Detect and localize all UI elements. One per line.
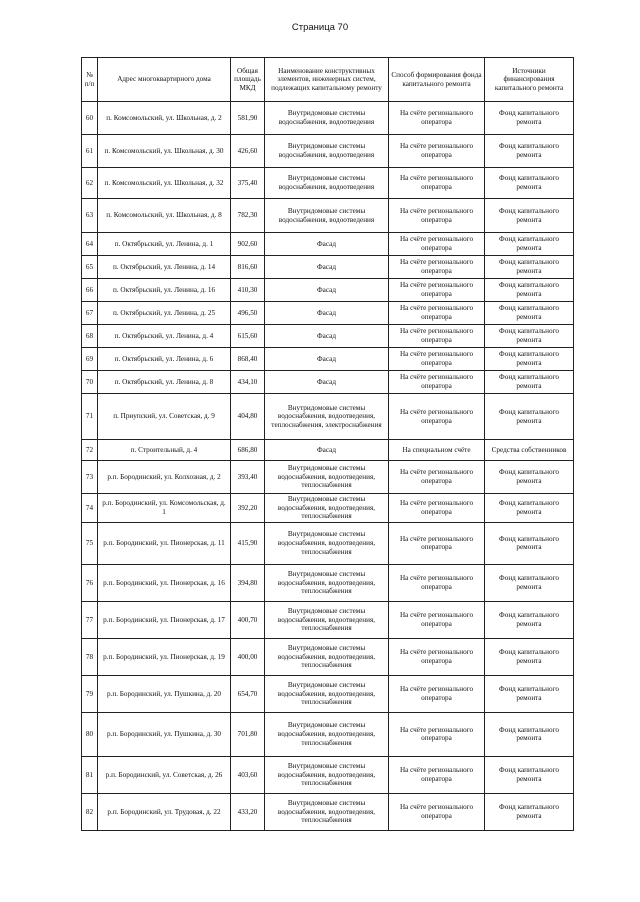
- elements-cell: Внутридомовые системы водоснабжения, водоотведения, теплоснабжения: [265, 675, 389, 712]
- elements-cell: Внутридомовые системы водоснабжения, водоотведения, теплоснабжения: [265, 712, 389, 756]
- fund-method-cell: На счёте регионального оператора: [389, 675, 485, 712]
- capital-repair-table: [81, 57, 574, 831]
- row-number: 71: [82, 394, 98, 440]
- table-row: [82, 199, 574, 233]
- address-cell: п. Комсомольский, ул. Школьная, д. 32: [98, 168, 231, 199]
- financing-cell: Фонд капитального ремонта: [485, 325, 574, 348]
- area-cell: 410,30: [231, 279, 265, 302]
- area-cell: 496,50: [231, 302, 265, 325]
- area-cell: 415,90: [231, 522, 265, 564]
- fund-method-cell: На счёте регионального оператора: [389, 233, 485, 256]
- table-row: [82, 793, 574, 830]
- row-number: 65: [82, 256, 98, 279]
- column-header-financing: Источники финансирования капитального ремонта: [485, 58, 574, 102]
- financing-cell: Фонд капитального ремонта: [485, 371, 574, 394]
- elements-cell: Внутридомовые системы водоснабжения, водоотведения, теплоснабжения: [265, 793, 389, 830]
- area-cell: 902,60: [231, 233, 265, 256]
- area-cell: 393,40: [231, 461, 265, 494]
- table-row: [82, 564, 574, 601]
- address-cell: р.п. Бородинский, ул. Пионерская, д. 17: [98, 601, 231, 638]
- table-row: [82, 440, 574, 461]
- table-row: [82, 279, 574, 302]
- fund-method-cell: На счёте регионального оператора: [389, 461, 485, 494]
- fund-method-cell: На счёте регионального оператора: [389, 102, 485, 135]
- area-cell: 426,60: [231, 135, 265, 168]
- elements-cell: Фасад: [265, 256, 389, 279]
- financing-cell: Фонд капитального ремонта: [485, 135, 574, 168]
- row-number: 70: [82, 371, 98, 394]
- table-header-row: [82, 58, 574, 102]
- elements-cell: Внутридомовые системы водоснабжения, водоотведения: [265, 135, 389, 168]
- row-number: 66: [82, 279, 98, 302]
- area-cell: 404,80: [231, 394, 265, 440]
- address-cell: п. Октябрьский, ул. Ленина, д. 4: [98, 325, 231, 348]
- financing-cell: Фонд капитального ремонта: [485, 256, 574, 279]
- financing-cell: Фонд капитального ремонта: [485, 494, 574, 523]
- area-cell: 615,60: [231, 325, 265, 348]
- fund-method-cell: На счёте регионального оператора: [389, 756, 485, 793]
- address-cell: п. Октябрьский, ул. Ленина, д. 1: [98, 233, 231, 256]
- financing-cell: Фонд капитального ремонта: [485, 522, 574, 564]
- area-cell: 400,00: [231, 638, 265, 675]
- table-row: [82, 135, 574, 168]
- financing-cell: Фонд капитального ремонта: [485, 302, 574, 325]
- financing-cell: Фонд капитального ремонта: [485, 394, 574, 440]
- address-cell: р.п. Бородинский, ул. Пионерская, д. 19: [98, 638, 231, 675]
- row-number: 80: [82, 712, 98, 756]
- fund-method-cell: На счёте регионального оператора: [389, 371, 485, 394]
- elements-cell: Внутридомовые системы водоснабжения, водоотведения, теплоснабжения: [265, 601, 389, 638]
- area-cell: 816,60: [231, 256, 265, 279]
- financing-cell: Фонд капитального ремонта: [485, 675, 574, 712]
- address-cell: п. Комсомольский, ул. Школьная, д. 2: [98, 102, 231, 135]
- row-number: 81: [82, 756, 98, 793]
- elements-cell: Фасад: [265, 302, 389, 325]
- address-cell: п. Строительный, д. 4: [98, 440, 231, 461]
- fund-method-cell: На счёте регионального оператора: [389, 325, 485, 348]
- financing-cell: Фонд капитального ремонта: [485, 564, 574, 601]
- elements-cell: Внутридомовые системы водоснабжения, водоотведения: [265, 168, 389, 199]
- financing-cell: Фонд капитального ремонта: [485, 638, 574, 675]
- fund-method-cell: На счёте регионального оператора: [389, 135, 485, 168]
- column-header-number: № п/п: [82, 58, 98, 102]
- area-cell: 400,70: [231, 601, 265, 638]
- address-cell: р.п. Бородинский, ул. Пушкина, д. 30: [98, 712, 231, 756]
- fund-method-cell: На счёте регионального оператора: [389, 168, 485, 199]
- table-row: [82, 371, 574, 394]
- fund-method-cell: На счёте регионального оператора: [389, 394, 485, 440]
- column-header-fund-method: Способ формирования фонда капитального ремонта: [389, 58, 485, 102]
- address-cell: п. Приупский, ул. Советская, д. 9: [98, 394, 231, 440]
- row-number: 63: [82, 199, 98, 233]
- address-cell: р.п. Бородинский, ул. Колхозная, д. 2: [98, 461, 231, 494]
- fund-method-cell: На счёте регионального оператора: [389, 638, 485, 675]
- fund-method-cell: На счёте регионального оператора: [389, 348, 485, 371]
- elements-cell: Фасад: [265, 440, 389, 461]
- row-number: 77: [82, 601, 98, 638]
- area-cell: 403,60: [231, 756, 265, 793]
- column-header-area: Общая площадь МКД: [231, 58, 265, 102]
- area-cell: 392,20: [231, 494, 265, 523]
- row-number: 62: [82, 168, 98, 199]
- table-row: [82, 325, 574, 348]
- address-cell: п. Октябрьский, ул. Ленина, д. 6: [98, 348, 231, 371]
- fund-method-cell: На счёте регионального оператора: [389, 199, 485, 233]
- area-cell: 375,40: [231, 168, 265, 199]
- table-row: [82, 601, 574, 638]
- area-cell: 654,70: [231, 675, 265, 712]
- table-row: [82, 102, 574, 135]
- elements-cell: Внутридомовые системы водоснабжения, водоотведения, теплоснабжения: [265, 522, 389, 564]
- row-number: 67: [82, 302, 98, 325]
- table-row: [82, 394, 574, 440]
- elements-cell: Внутридомовые системы водоснабжения, водоотведения, теплоснабжения, электроснабжения: [265, 394, 389, 440]
- area-cell: 868,40: [231, 348, 265, 371]
- address-cell: п. Комсомольский, ул. Школьная, д. 30: [98, 135, 231, 168]
- row-number: 68: [82, 325, 98, 348]
- table-row: [82, 712, 574, 756]
- elements-cell: Фасад: [265, 279, 389, 302]
- row-number: 74: [82, 494, 98, 523]
- financing-cell: Фонд капитального ремонта: [485, 712, 574, 756]
- elements-cell: Внутридомовые системы водоснабжения, водоотведения: [265, 199, 389, 233]
- fund-method-cell: На счёте регионального оператора: [389, 494, 485, 523]
- row-number: 73: [82, 461, 98, 494]
- fund-method-cell: На счёте регионального оператора: [389, 601, 485, 638]
- elements-cell: Внутридомовые системы водоснабжения, водоотведения, теплоснабжения: [265, 638, 389, 675]
- elements-cell: Фасад: [265, 371, 389, 394]
- fund-method-cell: На счёте регионального оператора: [389, 279, 485, 302]
- row-number: 76: [82, 564, 98, 601]
- address-cell: р.п. Бородинский, ул. Пионерская, д. 11: [98, 522, 231, 564]
- address-cell: п. Октябрьский, ул. Ленина, д. 16: [98, 279, 231, 302]
- table-row: [82, 461, 574, 494]
- address-cell: р.п. Бородинский, ул. Пионерская, д. 16: [98, 564, 231, 601]
- table-row: [82, 675, 574, 712]
- table-row: [82, 256, 574, 279]
- elements-cell: Фасад: [265, 348, 389, 371]
- table-row: [82, 302, 574, 325]
- fund-method-cell: На счёте регионального оператора: [389, 256, 485, 279]
- address-cell: р.п. Бородинский, ул. Комсомольская, д. 1: [98, 494, 231, 523]
- financing-cell: Фонд капитального ремонта: [485, 102, 574, 135]
- row-number: 82: [82, 793, 98, 830]
- area-cell: 686,80: [231, 440, 265, 461]
- table-row: [82, 233, 574, 256]
- table-row: [82, 638, 574, 675]
- address-cell: п. Октябрьский, ул. Ленина, д. 14: [98, 256, 231, 279]
- financing-cell: Средства собственников: [485, 440, 574, 461]
- column-header-address: Адрес многоквартирного дома: [98, 58, 231, 102]
- row-number: 72: [82, 440, 98, 461]
- row-number: 69: [82, 348, 98, 371]
- area-cell: 434,10: [231, 371, 265, 394]
- fund-method-cell: На счёте регионального оператора: [389, 564, 485, 601]
- table-row: [82, 348, 574, 371]
- area-cell: 433,20: [231, 793, 265, 830]
- fund-method-cell: На счёте регионального оператора: [389, 712, 485, 756]
- fund-method-cell: На счёте регионального оператора: [389, 793, 485, 830]
- page-number-header: Страница 70: [291, 22, 349, 33]
- elements-cell: Внутридомовые системы водоснабжения, водоотведения, теплоснабжения: [265, 461, 389, 494]
- row-number: 78: [82, 638, 98, 675]
- fund-method-cell: На счёте регионального оператора: [389, 302, 485, 325]
- address-cell: р.п. Бородинский, ул. Советская, д. 26: [98, 756, 231, 793]
- table-row: [82, 756, 574, 793]
- fund-method-cell: На специальном счёте: [389, 440, 485, 461]
- table-row: [82, 494, 574, 523]
- elements-cell: Фасад: [265, 233, 389, 256]
- elements-cell: Внутридомовые системы водоснабжения, водоотведения, теплоснабжения: [265, 756, 389, 793]
- financing-cell: Фонд капитального ремонта: [485, 348, 574, 371]
- elements-cell: Внутридомовые системы водоснабжения, водоотведения, теплоснабжения: [265, 564, 389, 601]
- area-cell: 394,80: [231, 564, 265, 601]
- row-number: 64: [82, 233, 98, 256]
- area-cell: 581,90: [231, 102, 265, 135]
- financing-cell: Фонд капитального ремонта: [485, 199, 574, 233]
- row-number: 79: [82, 675, 98, 712]
- financing-cell: Фонд капитального ремонта: [485, 793, 574, 830]
- financing-cell: Фонд капитального ремонта: [485, 168, 574, 199]
- address-cell: п. Комсомольский, ул. Школьная, д. 8: [98, 199, 231, 233]
- elements-cell: Внутридомовые системы водоснабжения, водоотведения: [265, 102, 389, 135]
- fund-method-cell: На счёте регионального оператора: [389, 522, 485, 564]
- financing-cell: Фонд капитального ремонта: [485, 756, 574, 793]
- elements-cell: Фасад: [265, 325, 389, 348]
- financing-cell: Фонд капитального ремонта: [485, 601, 574, 638]
- row-number: 61: [82, 135, 98, 168]
- area-cell: 701,80: [231, 712, 265, 756]
- address-cell: р.п. Бородинский, ул. Пушкина, д. 20: [98, 675, 231, 712]
- row-number: 60: [82, 102, 98, 135]
- financing-cell: Фонд капитального ремонта: [485, 279, 574, 302]
- column-header-elements: Наименование конструктивных элементов, инженерных систем, подлежащих капитальному ремонту: [265, 58, 389, 102]
- address-cell: п. Октябрьский, ул. Ленина, д. 8: [98, 371, 231, 394]
- financing-cell: Фонд капитального ремонта: [485, 233, 574, 256]
- table-row: [82, 168, 574, 199]
- elements-cell: Внутридомовые системы водоснабжения, водоотведения, теплоснабжения: [265, 494, 389, 523]
- financing-cell: Фонд капитального ремонта: [485, 461, 574, 494]
- table-row: [82, 522, 574, 564]
- address-cell: п. Октябрьский, ул. Ленина, д. 25: [98, 302, 231, 325]
- row-number: 75: [82, 522, 98, 564]
- address-cell: р.п. Бородинский, ул. Трудовая, д. 22: [98, 793, 231, 830]
- area-cell: 782,30: [231, 199, 265, 233]
